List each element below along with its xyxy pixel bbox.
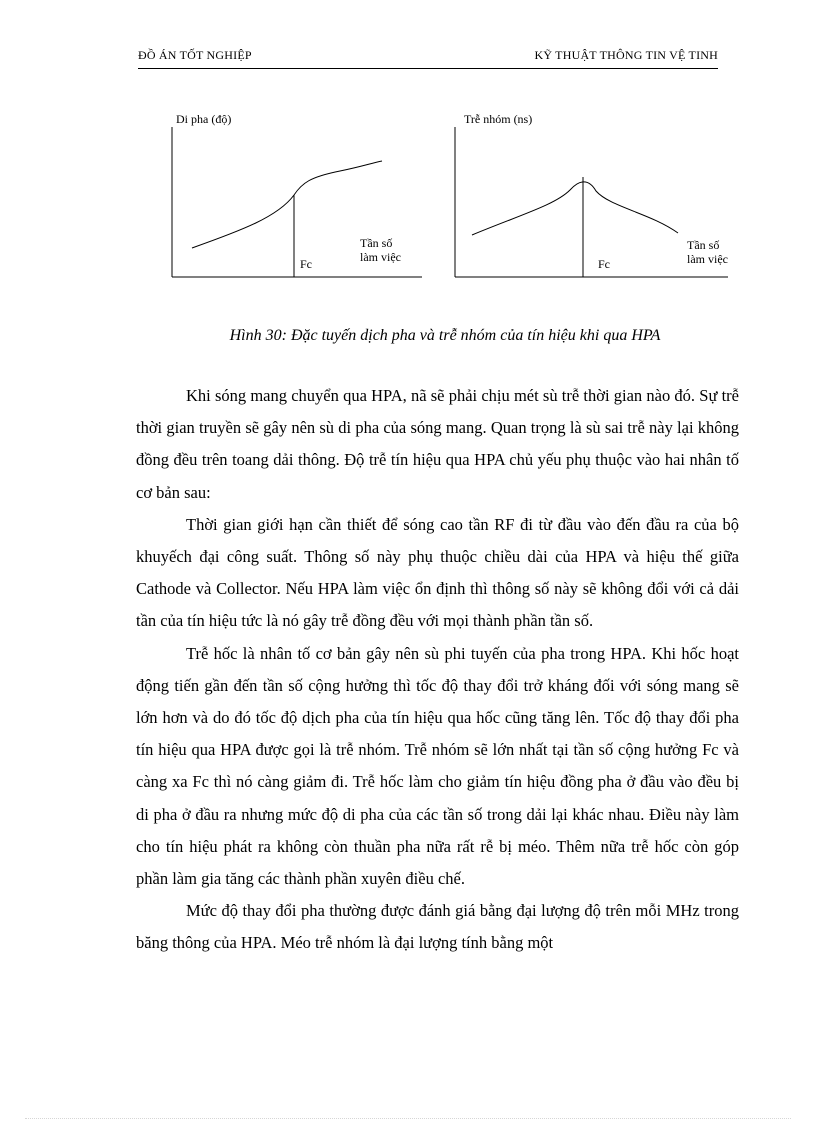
header-right-title: KỸ THUẬT THÔNG TIN VỆ TINH <box>534 48 718 62</box>
delay-curve <box>472 182 678 235</box>
paragraph: Trễ hốc là nhân tố cơ bản gây nên sù phi tuyến của pha trong HPA. Khi hốc hoạt động tiến gần đến tần số cộng hưởng thì tốc độ thay đổi trở kháng đối với sóng mang sẽ lớn hơn và do đó tốc độ dịch pha của tín hiệu qua hốc cũng tăng lên. Tốc độ thay đổi pha tín hiệu qua HPA được gọi là trễ nhóm. Trễ nhóm sẽ lớn nhất tại tần số cộng hưởng Fc và càng xa Fc thì nó càng giảm đi. Trễ hốc làm cho giảm tín hiệu đồng pha ở đầu vào đều bị di pha ở đầu ra nhưng mức độ di pha của các tần số trong dải lại khác nhau. Điều này làm cho tín hiệu phát ra không còn thuần pha nữa rất rễ bị méo. Thêm nữa trễ hốc còn góp phần làm gia tăng các thành phần xuyên điều chế. <box>136 643 739 889</box>
paragraph: Khi sóng mang chuyển qua HPA, nã sẽ phải chịu mét sù trễ thời gian nào đó. Sự trễ thời gian truyền sẽ gây nên sù di pha của sóng mang. Quan trọng là sù sai trễ này lại không đồng đều trên toang dải thông. Độ trễ tín hiệu qua HPA chủ yếu phụ thuộc vào hai nhân tố cơ bản sau: <box>136 386 739 502</box>
delay-x-label-2: làm việc <box>687 252 728 266</box>
header-rule <box>138 68 718 69</box>
body-text <box>136 380 739 960</box>
phase-fc-label: Fc <box>300 257 312 271</box>
page-header <box>138 48 718 68</box>
delay-y-label: Trễ nhóm (ns) <box>464 112 533 126</box>
phase-y-label: Di pha (độ) <box>176 112 232 126</box>
footer-rule <box>25 1118 791 1119</box>
delay-x-label-1: Tần số <box>687 238 720 252</box>
phase-curve <box>192 161 382 248</box>
delay-fc-label: Fc <box>598 257 610 271</box>
group-delay-chart <box>455 112 728 277</box>
figure-30 <box>160 105 750 290</box>
phase-shift-chart <box>172 112 422 277</box>
phase-x-label-1: Tần số <box>360 236 393 250</box>
paragraph: Thời gian giới hạn cần thiết để sóng cao tần RF đi từ đầu vào đến đầu ra của bộ khuyếch đại công suất. Thông số này phụ thuộc chiều dài của HPA và hiệu thế giữa Cathode và Collector. Nếu HPA làm việc ổn định thì thông số này sẽ không đổi với cả dải tần của tín hiệu tức là nó gây trễ đồng đều với mọi thành phần tần số. <box>136 514 739 631</box>
paragraph: Mức độ thay đổi pha thường được đánh giá bằng đại lượng độ trên mỗi MHz trong băng thông của HPA. Méo trễ nhóm là đại lượng tính bằng một <box>136 901 739 953</box>
figure-caption: Hình 30: Đặc tuyến dịch pha và trễ nhóm của tín hiệu khi qua HPA <box>229 327 661 344</box>
figure-svg <box>160 105 750 290</box>
header-left-title: ĐỒ ÁN TỐT NGHIỆP <box>138 48 252 62</box>
phase-x-label-2: làm việc <box>360 250 401 264</box>
